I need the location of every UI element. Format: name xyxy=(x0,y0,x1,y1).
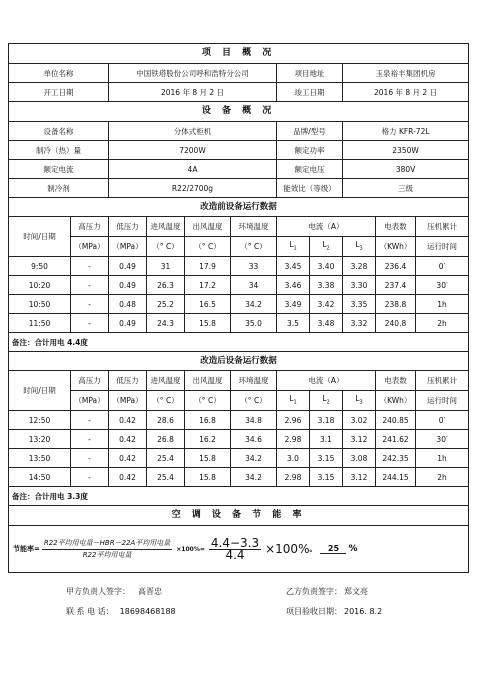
cell-time: 10:20 xyxy=(9,276,71,295)
cell-low: 0.42 xyxy=(109,411,147,430)
calc-fraction xyxy=(209,535,261,562)
cell-l3: 3.35 xyxy=(343,295,376,314)
cell-low: 0.49 xyxy=(109,257,147,276)
header-inlet-temp: 进风温度 xyxy=(147,217,185,237)
cell-time: 11:50 xyxy=(9,314,71,333)
cell-low: 0.49 xyxy=(109,276,147,295)
unit-degc: （° C） xyxy=(185,391,231,411)
cell-l2: 3.1 xyxy=(310,430,343,449)
address-label: 项目地址 xyxy=(277,64,343,83)
unit-degc: （° C） xyxy=(147,237,185,257)
address-value: 玉泉裕丰集团机房 xyxy=(343,64,469,83)
cell-time: 13:20 xyxy=(9,430,71,449)
cell-high: - xyxy=(71,449,109,468)
party-b-label: 乙方负责签字： xyxy=(286,587,342,596)
cell-high: - xyxy=(71,411,109,430)
acceptance-date xyxy=(286,606,382,617)
energy-saving-title: 空 调 设 备 节 能 率 xyxy=(9,506,469,526)
cell-l2: 3.48 xyxy=(310,314,343,333)
phone-value: 18698468188 xyxy=(119,607,176,616)
party-a-label: 甲方负责人签字： xyxy=(66,587,130,596)
cell-run: 1h xyxy=(416,449,469,468)
cell-l3: 3.08 xyxy=(343,449,376,468)
acceptance-label: 项目验收日期： xyxy=(286,607,342,616)
after-data-title: 改造后设备运行数据 xyxy=(9,352,469,371)
cell-high: - xyxy=(71,295,109,314)
cell-time: 14:50 xyxy=(9,468,71,487)
cell-l1: 3.46 xyxy=(277,276,310,295)
cell-in: 31 xyxy=(147,257,185,276)
party-a-signature xyxy=(66,586,162,597)
header-runtime: 压机累计 xyxy=(416,217,469,237)
cell-high: - xyxy=(71,314,109,333)
cell-l1: 2.96 xyxy=(277,411,310,430)
equipment-label: 制冷剂 xyxy=(9,179,109,198)
cell-out: 15.8 xyxy=(185,449,231,468)
phase-l3: $L_3$ xyxy=(343,237,376,257)
phase-l1: $L_1$ xyxy=(277,391,310,411)
table-row xyxy=(9,295,469,314)
finish-date-value: 2016 年 8 月 2 日 xyxy=(343,83,469,102)
cell-l3: 3.30 xyxy=(343,276,376,295)
equipment-value: 2350W xyxy=(343,141,469,160)
formula-denominator: R22平均用电量 xyxy=(82,550,132,559)
cell-low: 0.49 xyxy=(109,314,147,333)
cell-meter: 240.8 xyxy=(376,314,416,333)
cell-l2: 3.42 xyxy=(310,295,343,314)
cell-in: 26.8 xyxy=(147,430,185,449)
table-row xyxy=(9,314,469,333)
unit-degc: （° C） xyxy=(185,237,231,257)
equipment-label: 设备名称 xyxy=(9,122,109,141)
header-ambient-temp: 环境温度 xyxy=(231,217,277,237)
header-meter: 电表数 xyxy=(376,217,416,237)
cell-in: 28.6 xyxy=(147,411,185,430)
cell-high: - xyxy=(71,468,109,487)
cell-l2: 3.40 xyxy=(310,257,343,276)
unit-mpa: （MPa） xyxy=(109,391,147,411)
start-date-label: 开工日期 xyxy=(9,83,109,102)
phase-l2: $L_2$ xyxy=(310,237,343,257)
phase-l1: $L_1$ xyxy=(277,237,310,257)
cell-time: 9:50 xyxy=(9,257,71,276)
party-b-signature xyxy=(286,586,368,597)
before-note: 备注：合计用电 4.4度 xyxy=(9,333,469,352)
cell-low: 0.42 xyxy=(109,449,147,468)
cell-meter: 236.4 xyxy=(376,257,416,276)
cell-run: 0′ xyxy=(416,257,469,276)
unit-mpa: （MPa） xyxy=(71,237,109,257)
cell-out: 15.8 xyxy=(185,314,231,333)
equipment-label: 品牌/型号 xyxy=(277,122,343,141)
cell-l1: 3.49 xyxy=(277,295,310,314)
cell-l3: 3.12 xyxy=(343,468,376,487)
saving-rate-value: 25 xyxy=(320,544,346,554)
formula-label: 节能率= xyxy=(13,544,40,553)
phone-label: 联 系 电 话： xyxy=(66,607,114,616)
finish-date-label: 竣工日期 xyxy=(277,83,343,102)
unit-degc: （° C） xyxy=(147,391,185,411)
cell-l1: 2.98 xyxy=(277,468,310,487)
unit-kwh: （KWh） xyxy=(376,391,416,411)
cell-env: 34.2 xyxy=(231,468,277,487)
table-row xyxy=(9,449,469,468)
cell-meter: 242.35 xyxy=(376,449,416,468)
header-current: 电流（A） xyxy=(277,371,376,391)
after-note: 备注：合计用电 3.3度 xyxy=(9,487,469,506)
cell-l3: 3.28 xyxy=(343,257,376,276)
equipment-value: 7200W xyxy=(109,141,277,160)
unit-degc: （° C） xyxy=(231,391,277,411)
percent-sign: % xyxy=(348,543,358,554)
cell-meter: 237.4 xyxy=(376,276,416,295)
cell-env: 35.0 xyxy=(231,314,277,333)
cell-in: 25.2 xyxy=(147,295,185,314)
header-inlet-temp: 进风温度 xyxy=(147,371,185,391)
equipment-label: 额定功率 xyxy=(277,141,343,160)
cell-time: 10:50 xyxy=(9,295,71,314)
cell-l2: 3.18 xyxy=(310,411,343,430)
calc-denominator: 4.4 xyxy=(225,547,245,562)
calc-numerator: 4.4−3.3 xyxy=(210,535,260,550)
header-run-time: 运行时间 xyxy=(416,391,469,411)
header-low-pressure: 低压力 xyxy=(109,217,147,237)
equipment-value: 三级 xyxy=(343,179,469,198)
phase-l2: $L_2$ xyxy=(310,391,343,411)
cell-env: 33 xyxy=(231,257,277,276)
unit-degc: （° C） xyxy=(231,237,277,257)
unit-mpa: （MPa） xyxy=(71,391,109,411)
header-current: 电流（A） xyxy=(277,217,376,237)
cell-out: 16.5 xyxy=(185,295,231,314)
report-sheet xyxy=(8,43,468,573)
cell-run: 30′ xyxy=(416,430,469,449)
cell-low: 0.42 xyxy=(109,430,147,449)
energy-saving-formula xyxy=(9,526,469,573)
phase-l3: $L_3$ xyxy=(343,391,376,411)
cell-l1: 3.5 xyxy=(277,314,310,333)
cell-env: 34 xyxy=(231,276,277,295)
party-a-name: 高晋忠 xyxy=(138,587,162,596)
equipment-label: 额定电流 xyxy=(9,160,109,179)
table-row xyxy=(9,276,469,295)
unit-value: 中国铁塔股份公司呼和浩特分公司 xyxy=(109,64,277,83)
header-outlet-temp: 出风温度 xyxy=(185,217,231,237)
cell-meter: 240.85 xyxy=(376,411,416,430)
cell-high: - xyxy=(71,276,109,295)
calc-dot: 。 xyxy=(309,544,317,553)
report-table xyxy=(8,43,469,573)
cell-run: 0′ xyxy=(416,411,469,430)
cell-env: 34.6 xyxy=(231,430,277,449)
cell-in: 24.3 xyxy=(147,314,185,333)
table-row xyxy=(9,430,469,449)
header-high-pressure: 高压力 xyxy=(71,371,109,391)
header-high-pressure: 高压力 xyxy=(71,217,109,237)
equipment-label: 制冷（热）量 xyxy=(9,141,109,160)
cell-high: - xyxy=(71,430,109,449)
cell-out: 15.8 xyxy=(185,468,231,487)
cell-meter: 238.8 xyxy=(376,295,416,314)
cell-l1: 3.45 xyxy=(277,257,310,276)
cell-low: 0.42 xyxy=(109,468,147,487)
cell-low: 0.48 xyxy=(109,295,147,314)
start-date-value: 2016 年 8 月 2 日 xyxy=(109,83,277,102)
cell-env: 34.8 xyxy=(231,411,277,430)
table-row xyxy=(9,468,469,487)
equipment-label: 能效比（等级） xyxy=(277,179,343,198)
unit-mpa: （MPa） xyxy=(109,237,147,257)
calc-times-100: ×100% xyxy=(265,541,310,556)
cell-l1: 2.98 xyxy=(277,430,310,449)
header-time: 时间/日期 xyxy=(9,371,71,411)
formula-numerator: R22平均用电量－HBR－22A平均用电量 xyxy=(42,539,172,550)
cell-time: 12:50 xyxy=(9,411,71,430)
cell-run: 2h xyxy=(416,314,469,333)
cell-in: 25.4 xyxy=(147,449,185,468)
equipment-value: 分体式柜机 xyxy=(109,122,277,141)
contact-phone xyxy=(66,606,176,617)
table-row xyxy=(9,257,469,276)
equipment-value: 380V xyxy=(343,160,469,179)
unit-kwh: （KWh） xyxy=(376,237,416,257)
header-time: 时间/日期 xyxy=(9,217,71,257)
header-ambient-temp: 环境温度 xyxy=(231,371,277,391)
project-overview-title: 项 目 概 况 xyxy=(9,44,469,64)
cell-out: 16.2 xyxy=(185,430,231,449)
cell-l3: 3.32 xyxy=(343,314,376,333)
cell-run: 1h xyxy=(416,295,469,314)
before-data-title: 改造前设备运行数据 xyxy=(9,198,469,217)
header-meter: 电表数 xyxy=(376,371,416,391)
cell-env: 34.2 xyxy=(231,449,277,468)
cell-in: 26.3 xyxy=(147,276,185,295)
cell-out: 17.2 xyxy=(185,276,231,295)
header-run-time: 运行时间 xyxy=(416,237,469,257)
cell-in: 25.4 xyxy=(147,468,185,487)
formula-fraction xyxy=(42,539,172,560)
equipment-value: 格力 KFR-72L xyxy=(343,122,469,141)
cell-meter: 244.15 xyxy=(376,468,416,487)
formula-times: ×100%= xyxy=(176,545,205,553)
equipment-title: 设 备 概 况 xyxy=(9,102,469,122)
cell-out: 16.8 xyxy=(185,411,231,430)
table-row xyxy=(9,411,469,430)
unit-label: 单位名称 xyxy=(9,64,109,83)
cell-l1: 3.0 xyxy=(277,449,310,468)
header-outlet-temp: 出风温度 xyxy=(185,371,231,391)
acceptance-value: 2016. 8.2 xyxy=(344,607,383,616)
equipment-value: 4A xyxy=(109,160,277,179)
cell-high: - xyxy=(71,257,109,276)
cell-l3: 3.12 xyxy=(343,430,376,449)
cell-out: 17.9 xyxy=(185,257,231,276)
header-low-pressure: 低压力 xyxy=(109,371,147,391)
cell-time: 13:50 xyxy=(9,449,71,468)
cell-l2: 3.15 xyxy=(310,468,343,487)
cell-run: 2h xyxy=(416,468,469,487)
cell-meter: 241.62 xyxy=(376,430,416,449)
party-b-name: 郑文亮 xyxy=(344,587,368,596)
cell-run: 30′ xyxy=(416,276,469,295)
cell-env: 34.2 xyxy=(231,295,277,314)
cell-l2: 3.38 xyxy=(310,276,343,295)
cell-l2: 3.15 xyxy=(310,449,343,468)
equipment-value: R22/2700g xyxy=(109,179,277,198)
cell-l3: 3.02 xyxy=(343,411,376,430)
equipment-label: 额定电压 xyxy=(277,160,343,179)
header-runtime: 压机累计 xyxy=(416,371,469,391)
